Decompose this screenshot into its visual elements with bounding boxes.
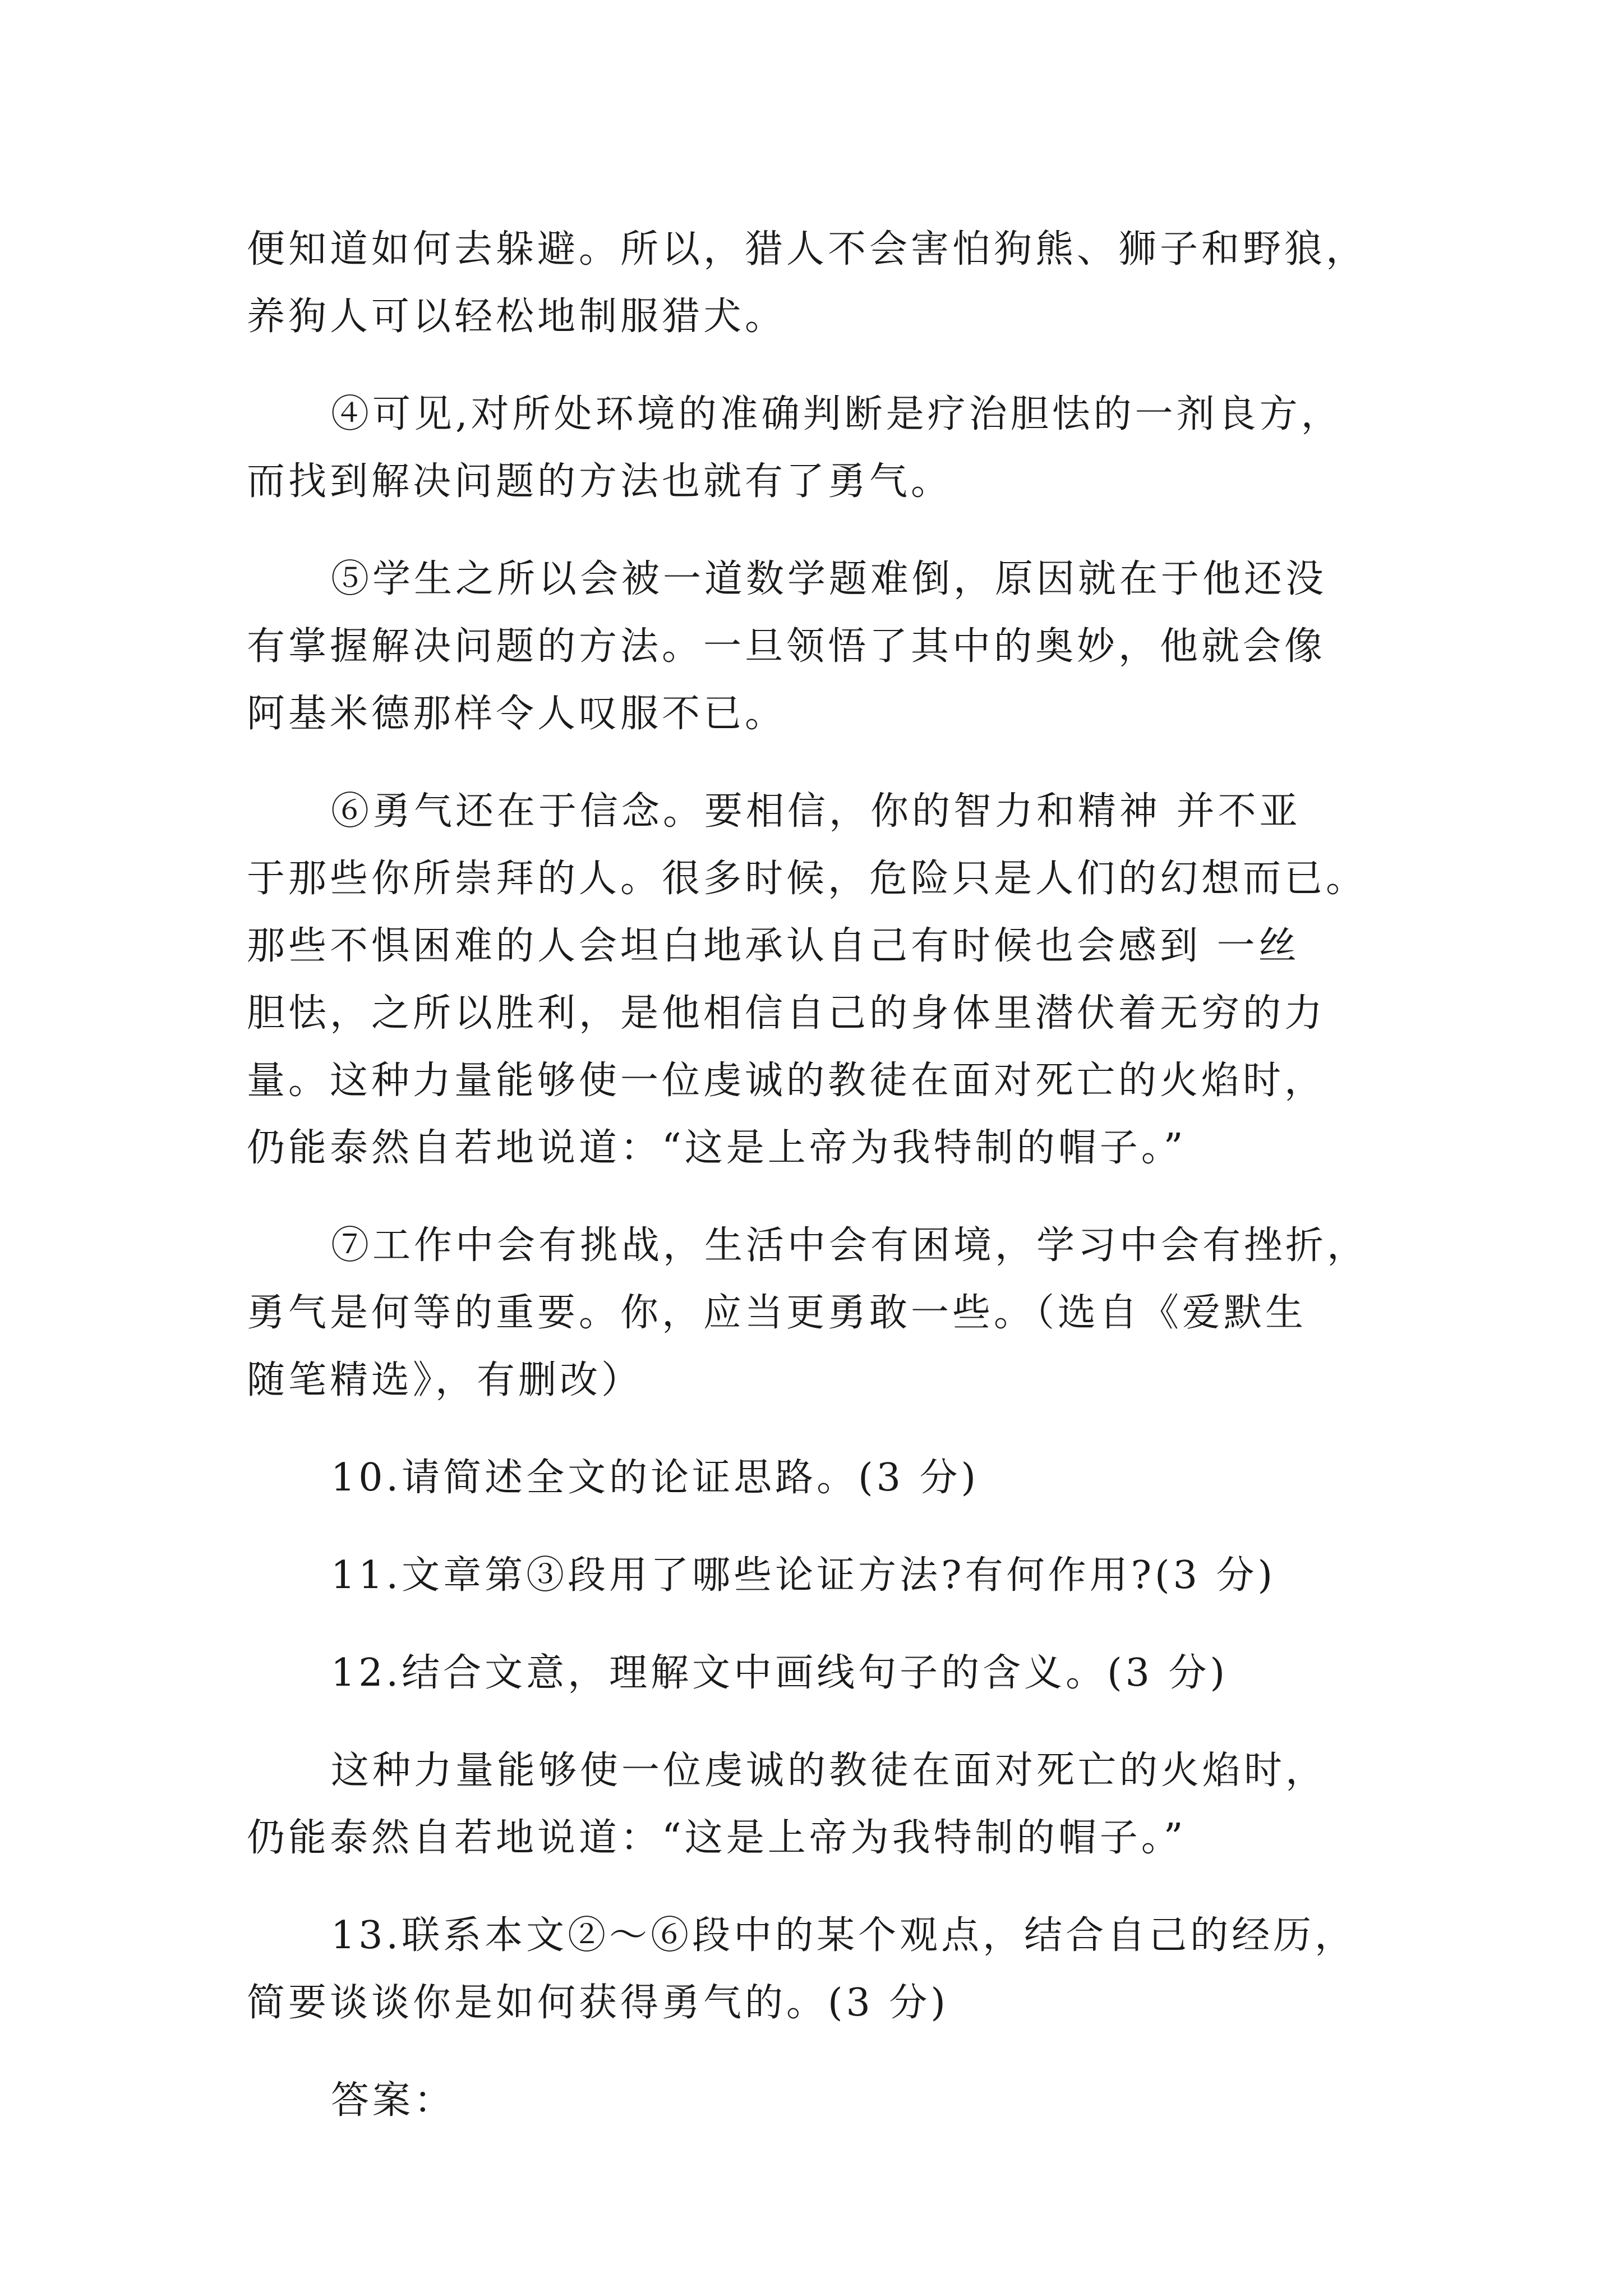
text-line: ④可见,对所处环境的准确判断是疗治胆怯的一剂良方， [331,392,1343,436]
text-line: ⑤学生之所以会被一道数学题难倒，原因就在于他还没 [331,557,1327,601]
question-12 [247,1640,1436,1707]
text-line: ⑦工作中会有挑战，生活中会有困境，学习中会有挫折， [331,1223,1369,1268]
paragraph-3-continuation [247,216,1436,351]
paragraph-7 [247,1212,1436,1414]
question-10 [247,1444,1436,1512]
answer-label: 答案： [331,2078,456,2123]
text-line: 养狗人可以轻松地制服猎犬。 [247,295,787,339]
text-line: 仍能泰然自若地说道：“这是上帝为我特制的帽子。” [247,1126,1187,1170]
text-line: 这种力量能够使一位虔诚的教徒在面对死亡的火焰时， [331,1749,1327,1793]
paragraph-6 [247,778,1436,1182]
text-line: 于那些你所崇拜的人。很多时候，危险只是人们的幻想而已。 [247,857,1368,901]
text-line: 胆怯，之所以胜利，是他相信自己的身体里潜伏着无穷的力 [247,991,1326,1036]
text-line: 那些不惧困难的人会坦白地承认自己有时候也会感到 一丝 [247,924,1300,968]
question-text: 简要谈谈你是如何获得勇气的。(3 分) [247,1981,949,2025]
text-line: 而找到解决问题的方法也就有了勇气。 [247,459,953,504]
text-line: 随笔精选》，有删改） [247,1358,643,1402]
text-line: 量。这种力量能够使一位虔诚的教徒在面对死亡的火焰时， [247,1059,1326,1103]
text-line: 仍能泰然自若地说道：“这是上帝为我特制的帽子。” [247,1816,1187,1860]
text-line: ⑥勇气还在于信念。要相信，你的智力和精神 并不亚 [331,789,1301,834]
paragraph-4 [247,381,1436,516]
text-line: 勇气是何等的重要。你，应当更勇敢一些。（选自《爱默生 [247,1291,1307,1335]
quoted-sentence [247,1737,1436,1872]
question-text: 11.文章第③段用了哪些论证方法?有何作用?(3 分) [331,1553,1276,1598]
question-13 [247,1902,1436,2037]
question-text: 13.联系本文②～⑥段中的某个观点，结合自己的经历， [331,1913,1357,1958]
question-text: 10.请简述全文的论证思路。(3 分) [331,1456,980,1500]
text-line: 有掌握解决问题的方法。一旦领悟了其中的奥妙，他就会像 [247,624,1326,669]
answer-heading [247,2067,1436,2134]
document-page [247,216,1436,2134]
text-line: 便知道如何去躲避。所以，猎人不会害怕狗熊、狮子和野狼， [247,227,1368,272]
question-text: 12.结合文意，理解文中画线句子的含义。(3 分) [331,1651,1229,1695]
paragraph-5 [247,546,1436,748]
question-11 [247,1542,1436,1609]
text-line: 阿基米德那样令人叹服不已。 [247,692,787,736]
